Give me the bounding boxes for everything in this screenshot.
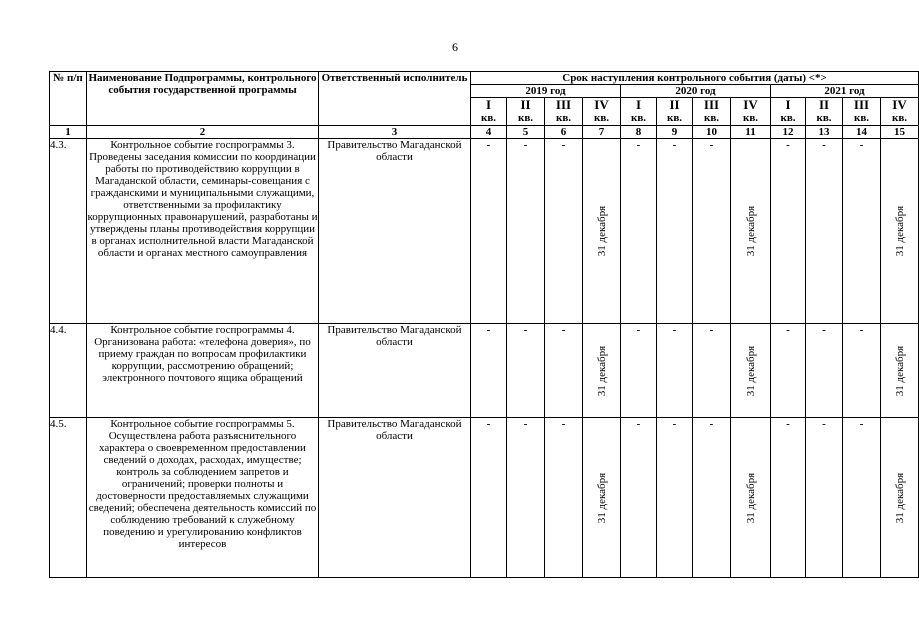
quarter-suffix: кв. (703, 112, 720, 124)
quarter-numeral: IV (594, 97, 609, 112)
deadline-empty: - (545, 139, 583, 324)
deadline-empty: - (621, 324, 657, 418)
deadline-date-text: 31 декабря (744, 345, 757, 396)
quarter-numeral: II (520, 97, 531, 112)
table-row (50, 324, 919, 418)
control-events-table (49, 71, 919, 578)
deadline-empty: - (507, 418, 545, 578)
quarter-suffix: кв. (816, 112, 832, 124)
page-number: 6 (452, 40, 458, 54)
column-number: 4 (471, 126, 507, 139)
row-number: 4.4. (50, 324, 87, 418)
deadline-date (731, 418, 771, 578)
row-number: 4.3. (50, 139, 87, 324)
column-number: 7 (583, 126, 621, 139)
quarter-suffix: кв. (630, 112, 647, 124)
responsible-executor: Правительство Магаданской области (319, 324, 471, 418)
deadline-date-text: 31 декабря (744, 472, 757, 523)
deadline-empty: - (693, 324, 731, 418)
quarter-suffix: кв. (780, 112, 796, 124)
deadline-empty: - (806, 139, 843, 324)
deadline-date (731, 139, 771, 324)
deadline-empty: - (806, 324, 843, 418)
header-deadline: Срок наступления контрольного события (даты) <*> (471, 72, 919, 85)
deadline-empty: - (621, 418, 657, 578)
deadline-empty: - (771, 324, 806, 418)
column-number: 14 (843, 126, 881, 139)
quarter-suffix: кв. (555, 112, 572, 124)
deadline-date-text: 31 декабря (595, 472, 608, 523)
deadline-date-text: 31 декабря (744, 205, 757, 257)
deadline-date (881, 139, 919, 324)
row-number: 4.5. (50, 418, 87, 578)
quarter-numeral: III (555, 97, 572, 112)
column-number: 6 (545, 126, 583, 139)
quarter-suffix: кв. (593, 112, 610, 124)
header-quarter (545, 98, 583, 126)
quarter-suffix: кв. (666, 112, 683, 124)
header-quarter (507, 98, 545, 126)
event-name: Контрольное событие госпрограммы 3. Проведены заседания комиссии по координации работы по противодействию коррупции в Магаданской области, семинары-совещания с гражданскими и муниципальными служащими, ответственными за профилактику коррупционных правонарушений, разработаны и утверждены планы противодействия коррупции в органах исполнительной власти Магаданской области и органах местного самоуправления (87, 139, 319, 324)
quarter-suffix: кв. (853, 112, 870, 124)
deadline-empty: - (471, 324, 507, 418)
quarter-numeral: III (703, 97, 720, 112)
column-number: 8 (621, 126, 657, 139)
column-number: 10 (693, 126, 731, 139)
quarter-suffix: кв. (742, 112, 759, 124)
quarter-suffix: кв. (517, 112, 534, 124)
quarter-numeral: II (818, 97, 830, 112)
column-number: 1 (50, 126, 87, 139)
header-quarter (471, 98, 507, 126)
deadline-empty: - (507, 139, 545, 324)
quarter-suffix: кв. (892, 112, 908, 124)
column-number: 3 (319, 126, 471, 139)
deadline-date-text: 31 декабря (595, 205, 608, 257)
header-quarter (806, 98, 843, 126)
column-number: 15 (881, 126, 919, 139)
header-responsible: Ответственный исполнитель (319, 72, 471, 126)
deadline-date (583, 324, 621, 418)
column-number: 13 (806, 126, 843, 139)
column-number: 12 (771, 126, 806, 139)
quarter-numeral: IV (743, 97, 758, 112)
event-name: Контрольное событие госпрограммы 4. Организована работа: «телефона доверия», по приему граждан по вопросам профилактики коррупции, рассмотрению обращений; электронного почтового ящика обращений (87, 324, 319, 418)
quarter-suffix: кв. (480, 112, 497, 124)
deadline-empty: - (471, 139, 507, 324)
deadline-empty: - (621, 139, 657, 324)
deadline-date-text: 31 декабря (893, 205, 906, 257)
deadline-date (583, 139, 621, 324)
header-quarter (843, 98, 881, 126)
deadline-empty: - (507, 324, 545, 418)
deadline-empty: - (657, 139, 693, 324)
deadline-empty: - (843, 324, 881, 418)
header-quarter (621, 98, 657, 126)
quarter-numeral: I (635, 97, 642, 112)
deadline-empty: - (771, 418, 806, 578)
deadline-date (881, 324, 919, 418)
header-year: 2019 год (471, 85, 621, 98)
quarter-numeral: I (785, 97, 791, 112)
quarter-numeral: I (485, 97, 492, 112)
deadline-empty: - (657, 418, 693, 578)
quarter-numeral: III (853, 97, 870, 112)
deadline-date (583, 418, 621, 578)
deadline-empty: - (545, 324, 583, 418)
responsible-executor: Правительство Магаданской области (319, 139, 471, 324)
header-quarter (657, 98, 693, 126)
responsible-executor: Правительство Магаданской области (319, 418, 471, 578)
deadline-date-text: 31 декабря (595, 345, 608, 396)
header-quarter (771, 98, 806, 126)
header-quarter (731, 98, 771, 126)
deadline-empty: - (771, 139, 806, 324)
header-year: 2021 год (771, 85, 919, 98)
deadline-empty: - (843, 418, 881, 578)
deadline-empty: - (657, 324, 693, 418)
event-name: Контрольное событие госпрограммы 5. Осуществлена работа разъяснительного характера о своевременном предоставлении сведений о доходах, расходах, имуществе; контроль за соблюдением запретов и ограничений; проверки полноты и достоверности предоставляемых служащими сведений; обеспечена деятельность комиссий по соблюдению требований к служебному поведению и урегулированию конфликтов интересов (87, 418, 319, 578)
column-number: 11 (731, 126, 771, 139)
column-number: 5 (507, 126, 545, 139)
deadline-empty: - (693, 139, 731, 324)
table-row (50, 418, 919, 578)
deadline-date-text: 31 декабря (893, 345, 906, 396)
header-quarter (881, 98, 919, 126)
header-quarter (583, 98, 621, 126)
deadline-empty: - (545, 418, 583, 578)
deadline-date (731, 324, 771, 418)
header-num: № п/п (50, 72, 87, 126)
deadline-empty: - (693, 418, 731, 578)
header-quarter (693, 98, 731, 126)
deadline-empty: - (843, 139, 881, 324)
column-number: 2 (87, 126, 319, 139)
quarter-numeral: II (669, 97, 680, 112)
header-year: 2020 год (621, 85, 771, 98)
deadline-date-text: 31 декабря (893, 472, 906, 523)
quarter-numeral: IV (892, 97, 907, 112)
deadline-empty: - (471, 418, 507, 578)
deadline-empty: - (806, 418, 843, 578)
column-number: 9 (657, 126, 693, 139)
deadline-date (881, 418, 919, 578)
header-name: Наименование Подпрограммы, контрольного события государственной программы (87, 72, 319, 126)
table-row (50, 139, 919, 324)
